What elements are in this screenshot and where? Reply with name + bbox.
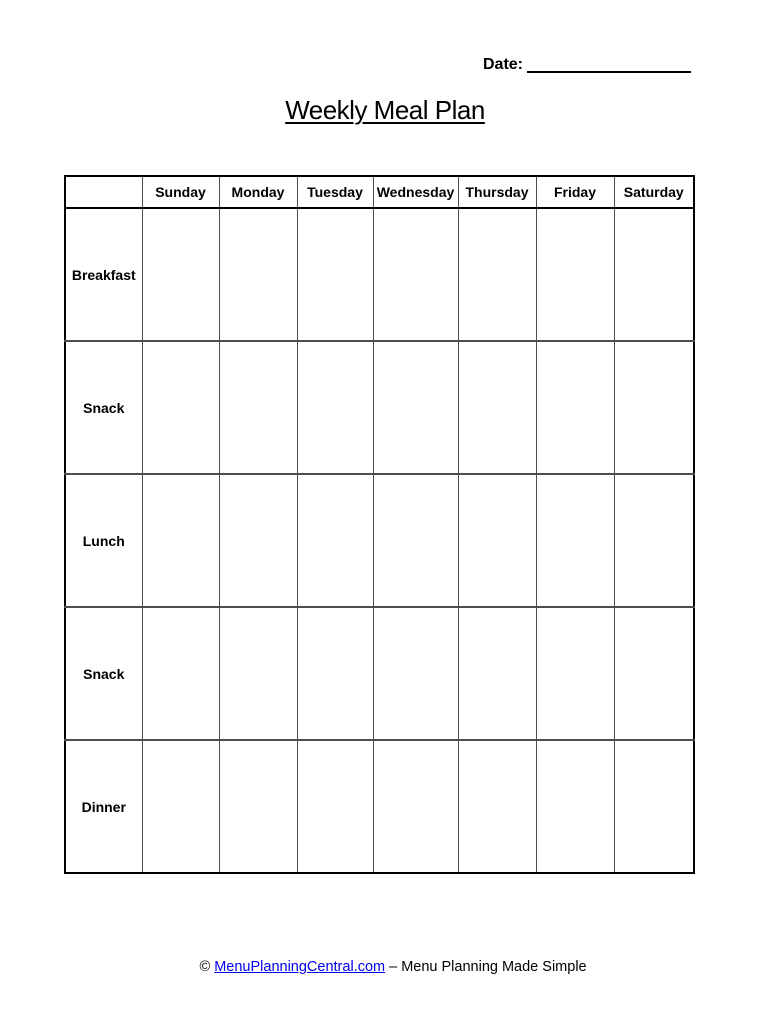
footer	[0, 943, 770, 991]
meal-cell[interactable]	[458, 208, 536, 341]
meal-cell[interactable]	[142, 607, 219, 740]
meal-cell[interactable]	[219, 740, 297, 873]
table-row-dinner	[65, 740, 694, 873]
meal-row-label-dinner: Dinner	[65, 740, 142, 873]
day-header-sunday: Sunday	[142, 176, 219, 208]
meal-cell[interactable]	[458, 740, 536, 873]
day-header-tuesday: Tuesday	[297, 176, 373, 208]
corner-cell	[65, 176, 142, 208]
meal-row-label-breakfast: Breakfast	[65, 208, 142, 341]
meal-cell[interactable]	[614, 208, 694, 341]
meal-cell[interactable]	[536, 474, 614, 607]
meal-cell[interactable]	[219, 341, 297, 474]
meal-cell[interactable]	[536, 208, 614, 341]
meal-row-label-snack-pm: Snack	[65, 607, 142, 740]
table-row-snack-am	[65, 341, 694, 474]
meal-cell[interactable]	[142, 474, 219, 607]
meal-cell[interactable]	[219, 474, 297, 607]
meal-cell[interactable]	[614, 341, 694, 474]
meal-cell[interactable]	[297, 474, 373, 607]
meal-cell[interactable]	[614, 474, 694, 607]
meal-cell[interactable]	[219, 208, 297, 341]
copyright-text: ©	[199, 959, 215, 975]
meal-cell[interactable]	[142, 208, 219, 341]
meal-row-label-snack-am: Snack	[65, 341, 142, 474]
meal-cell[interactable]	[142, 341, 219, 474]
meal-cell[interactable]	[536, 740, 614, 873]
date-fill-line[interactable]	[527, 57, 691, 73]
footer-tagline: – Menu Planning Made Simple	[385, 959, 587, 975]
meal-cell[interactable]	[297, 341, 373, 474]
meal-cell[interactable]	[458, 607, 536, 740]
meal-cell[interactable]	[373, 474, 458, 607]
date-label: Date:	[483, 56, 524, 73]
meal-cell[interactable]	[297, 208, 373, 341]
menuplanningcentral-link[interactable]: MenuPlanningCentral.com	[214, 959, 386, 975]
page-title: Weekly Meal Plan	[285, 95, 485, 125]
day-header-friday: Friday	[536, 176, 614, 208]
table-row-snack-pm	[65, 607, 694, 740]
meal-cell[interactable]	[536, 607, 614, 740]
meal-cell[interactable]	[373, 607, 458, 740]
meal-cell[interactable]	[373, 740, 458, 873]
date-row	[483, 56, 691, 74]
day-header-monday: Monday	[219, 176, 297, 208]
meal-cell[interactable]	[614, 607, 694, 740]
meal-cell[interactable]	[373, 341, 458, 474]
table-row-breakfast	[65, 208, 694, 341]
day-header-thursday: Thursday	[458, 176, 536, 208]
meal-cell[interactable]	[458, 341, 536, 474]
meal-cell[interactable]	[297, 740, 373, 873]
day-header-row	[65, 176, 694, 208]
meal-row-label-lunch: Lunch	[65, 474, 142, 607]
meal-cell[interactable]	[614, 740, 694, 873]
meal-cell[interactable]	[536, 341, 614, 474]
meal-cell[interactable]	[219, 607, 297, 740]
meal-cell[interactable]	[142, 740, 219, 873]
day-header-wednesday: Wednesday	[373, 176, 458, 208]
meal-plan-table	[64, 175, 695, 874]
day-header-saturday: Saturday	[614, 176, 694, 208]
table-row-lunch	[65, 474, 694, 607]
meal-cell[interactable]	[297, 607, 373, 740]
meal-cell[interactable]	[458, 474, 536, 607]
meal-cell[interactable]	[373, 208, 458, 341]
